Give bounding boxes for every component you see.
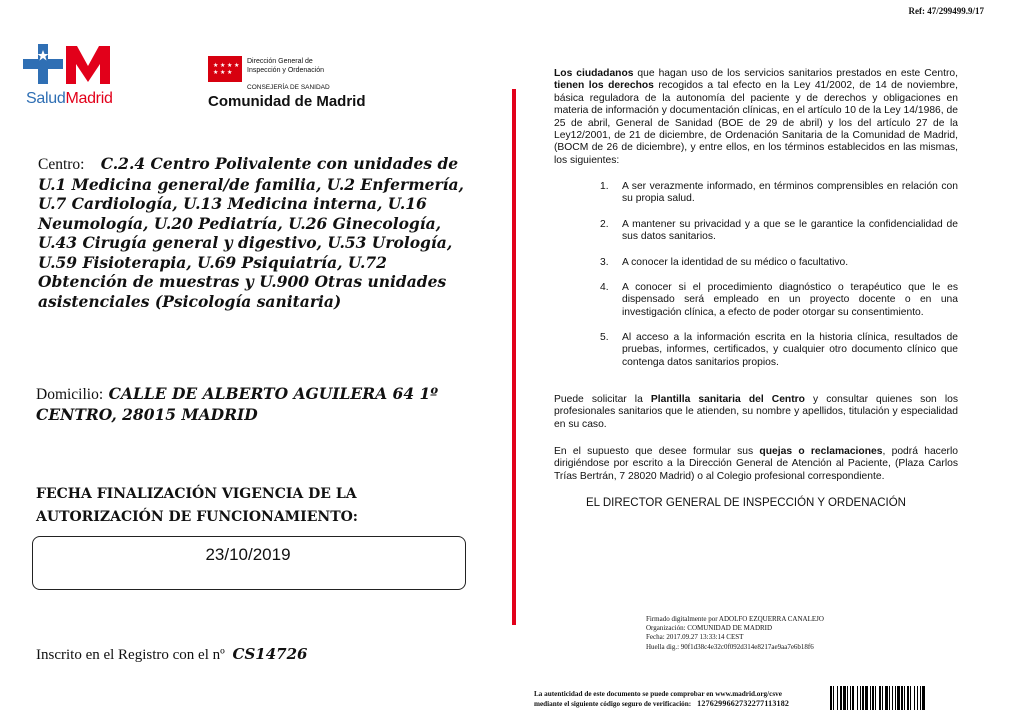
domicilio-block xyxy=(36,384,476,424)
dg-line-2: Inspección y Ordenación xyxy=(247,67,325,74)
plantilla-text-1: Puede solicitar la xyxy=(554,394,651,405)
quejas-paragraph xyxy=(554,446,958,483)
centro-block xyxy=(38,154,478,311)
rights-item-text: A conocer si el procedimiento diagnóstico o terapéutico que le es dispensado será empleado en un proyecto docente o en una investigación clínica, a efecto de poder otorgar su consentimiento. xyxy=(622,282,958,318)
barcode-icon xyxy=(830,686,980,710)
firma-line-4: Huella dig.: 90f1d38c4e32c0f092d314e8217ae9aa7e6b18f6 xyxy=(646,642,814,651)
centro-value: C.2.4 Centro Polivalente con unidades de U.1 Medicina general/de familia, U.2 Enfermería, U.7 Cardiología, U.13 Medicina interna, U.16 Neumología, U.20 Pediatría, U.26 Ginecología, U.43 Cirugía general y digestivo, U.53 Urología, U.59 Fisioterapia, U.69 Psiquiatría, U.72 Obtención de muestras y U.900 Otras unidades asistenciales (Psicología sanitaria) xyxy=(38,154,464,311)
digital-signature-block xyxy=(646,615,824,652)
rights-item xyxy=(600,282,958,319)
consejeria-label: CONSEJERÍA DE SANIDAD xyxy=(247,84,330,91)
dg-line-1: Dirección General de xyxy=(247,58,313,65)
plantilla-text-2: y consultar quienes son los profesionales sanitarios que le atienden, su nombre y apellidos, titulación y especialidad en su caso. xyxy=(554,394,959,430)
intro-text-2: recogidos a tal efecto en la Ley 41/2002, de 14 de noviembre, básica reguladora de la autonomía del paciente y de derechos y obligaciones en materia de información y documentación clínicas, en el artículo 10 de la Ley 14/1986, de 25 de abril, General de Sanidad (BOE de 29 de abril) y los del artículo 27 de la Ley12/2001, de 21 de diciembre, de Ordenación Sanitaria de la Comunidad de Madrid, (BOCM de 26 de diciembre), y entre ellos, en los términos establecidos en las mismas, los siguientes: xyxy=(554,80,958,166)
rights-item-number: 4. xyxy=(600,282,609,293)
fecha-title-line-2: AUTORIZACIÓN DE FUNCIONAMIENTO: xyxy=(36,509,358,525)
fecha-title xyxy=(36,483,456,529)
quejas-text-2: , podrá hacerlo dirigiéndose por escrito a la Dirección General de Atención al Paciente, (Plaza Carlos Trías Bertrán, 7 28020 Madrid) o al Colegio profesional correspondiente. xyxy=(554,446,958,482)
salud-text: Salud xyxy=(26,90,66,107)
plantilla-bold: Plantilla sanitaria del Centro xyxy=(650,394,805,405)
plantilla-paragraph xyxy=(554,394,958,431)
intro-bold-derechos: tienen los derechos xyxy=(554,80,654,92)
rights-item-text: A conocer la identidad de su médico o facultativo. xyxy=(622,257,849,268)
comunidad-madrid-flag: ★ ★ ★ ★ ★ ★ ★ xyxy=(208,56,242,82)
rights-item-number: 2. xyxy=(600,219,609,230)
salud-madrid-wordmark xyxy=(26,90,113,108)
firma-line-1: Firmado digitalmente por ADOLFO EZQUERRA CANALEJO xyxy=(646,615,824,623)
fecha-title-line-1: FECHA FINALIZACIÓN VIGENCIA DE LA xyxy=(36,486,357,502)
document-reference: Ref: 47/299499.9/17 xyxy=(908,6,984,16)
verification-code: 1276299662732277113182 xyxy=(697,699,790,708)
centro-label: Centro: xyxy=(38,156,85,173)
registro-line xyxy=(36,645,308,664)
rights-item xyxy=(600,181,958,206)
rights-item-number: 3. xyxy=(600,257,609,268)
rights-item xyxy=(600,332,958,369)
verification-block xyxy=(534,690,789,709)
madrid-text: Madrid xyxy=(65,90,113,107)
comunidad-madrid-name: Comunidad de Madrid xyxy=(208,93,366,110)
red-divider xyxy=(512,89,516,625)
rights-item xyxy=(600,257,958,269)
registro-number: CS14726 xyxy=(232,645,308,663)
rights-item xyxy=(600,219,958,244)
registro-label: Inscrito en el Registro con el nº xyxy=(36,647,225,663)
intro-text-1: que hagan uso de los servicios sanitarios prestados en este Centro, xyxy=(633,68,958,79)
verif-line-2: mediante el siguiente código seguro de verificación: xyxy=(534,700,692,708)
rights-item-text: A ser verazmente informado, en términos comprensibles en relación con su propia salud. xyxy=(622,181,958,205)
fecha-value: 23/10/2019 xyxy=(205,545,291,564)
firma-line-3: Fecha: 2017.09.27 13:33:14 CEST xyxy=(646,633,744,642)
rights-item-number: 1. xyxy=(600,181,609,192)
intro-bold-ciudadanos: Los ciudadanos xyxy=(554,68,634,79)
domicilio-label: Domicilio: xyxy=(36,386,104,403)
director-signature-title: EL DIRECTOR GENERAL DE INSPECCIÓN Y ORDENACIÓN xyxy=(586,497,906,509)
domicilio-value: CALLE DE ALBERTO AGUILERA 64 1º CENTRO, 28015 MADRID xyxy=(36,384,439,424)
rights-intro xyxy=(554,68,958,167)
verif-line-1: La autenticidad de este documento se puede comprobar en www.madrid.org/csve xyxy=(534,690,782,698)
firma-line-2: Organización: COMUNIDAD DE MADRID xyxy=(646,624,773,633)
direccion-general-label xyxy=(247,57,367,75)
quejas-text-1: En el supuesto que desee formular sus xyxy=(554,446,760,457)
rights-item-text: A mantener su privacidad y a que se le garantice la confidencialidad de sus datos sanitarios. xyxy=(622,219,958,243)
rights-item-number: 5. xyxy=(600,332,609,343)
quejas-bold: quejas o reclamaciones xyxy=(759,446,883,457)
rights-item-text: Al acceso a la información escrita en la historia clínica, resultados de pruebas, informes, certificados, y cualquier otro documento clínico que contenga datos sanitarios propios. xyxy=(622,332,958,368)
